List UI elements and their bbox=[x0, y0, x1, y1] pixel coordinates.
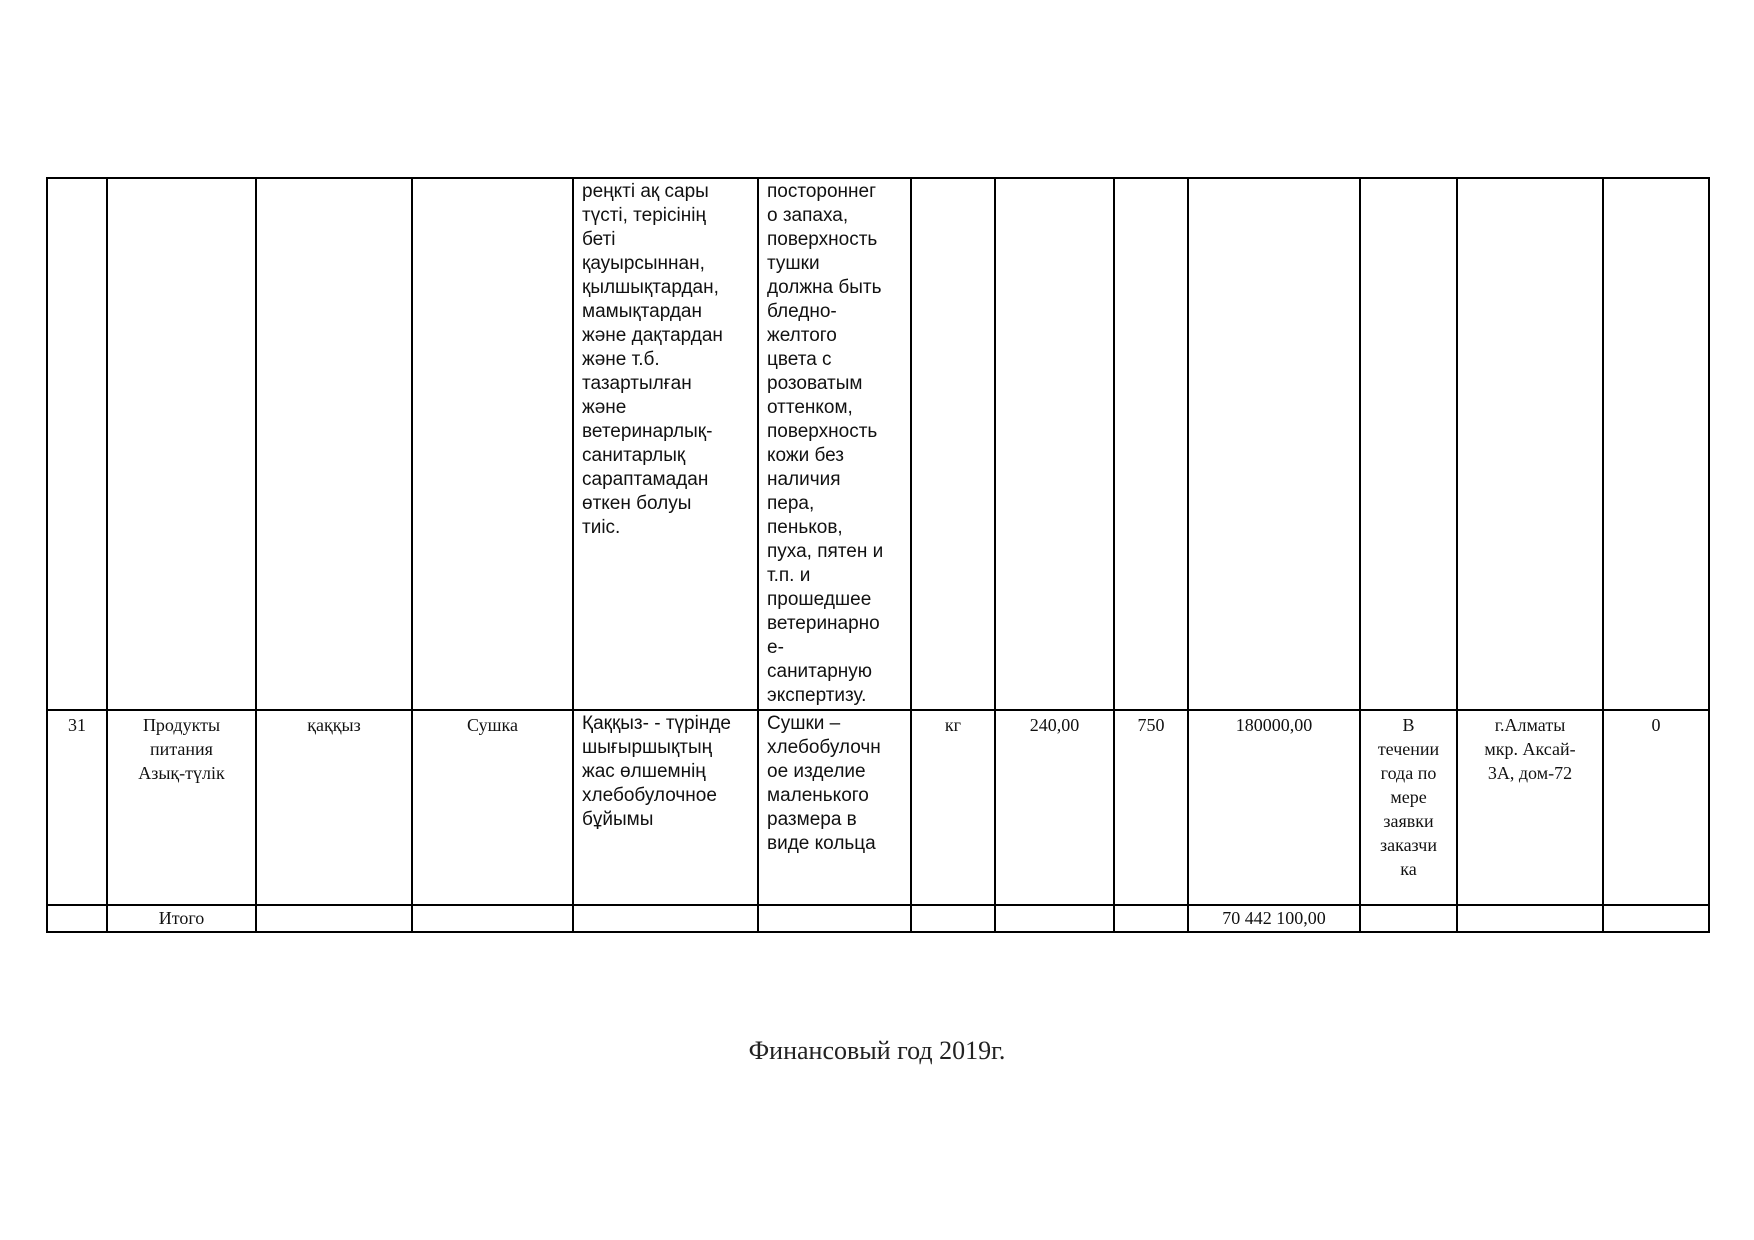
cell-term bbox=[1360, 178, 1457, 710]
cell-price: 240,00 bbox=[995, 710, 1114, 905]
cell-empty bbox=[573, 905, 758, 932]
cell-price bbox=[995, 178, 1114, 710]
cell-quantity: 750 bbox=[1114, 710, 1188, 905]
cell-empty bbox=[995, 905, 1114, 932]
cell-unit: кг bbox=[911, 710, 995, 905]
cell-num bbox=[47, 905, 107, 932]
cell-name-ru bbox=[412, 178, 573, 710]
cell-empty bbox=[412, 905, 573, 932]
cell-empty bbox=[1457, 905, 1603, 932]
cell-name-kz: қаққыз bbox=[256, 710, 412, 905]
cell-desc-kz: Қаққыз- - түрінде шығыршықтың жас өлшемнің хлебобулочное бұйымы bbox=[573, 710, 758, 905]
cell-empty bbox=[1114, 905, 1188, 932]
cell-empty bbox=[911, 905, 995, 932]
cell-category bbox=[107, 178, 256, 710]
cell-name-kz bbox=[256, 178, 412, 710]
cell-num bbox=[47, 178, 107, 710]
total-sum: 70 442 100,00 bbox=[1188, 905, 1360, 932]
cell-sum: 180000,00 bbox=[1188, 710, 1360, 905]
cell-advance bbox=[1603, 178, 1709, 710]
cell-unit bbox=[911, 178, 995, 710]
cell-desc-ru: Сушки – хлебобулочн ое изделие маленького размера в виде кольца bbox=[758, 710, 911, 905]
table-row-31 bbox=[47, 710, 1709, 905]
cell-sum bbox=[1188, 178, 1360, 710]
cell-empty bbox=[1603, 905, 1709, 932]
cell-place bbox=[1457, 178, 1603, 710]
cell-name-ru: Сушка bbox=[412, 710, 573, 905]
cell-place: г.Алматы мкр. Аксай- 3А, дом-72 bbox=[1457, 710, 1603, 905]
procurement-table bbox=[46, 177, 1710, 933]
cell-empty bbox=[1360, 905, 1457, 932]
cell-category: Продукты питания Азық-түлік bbox=[107, 710, 256, 905]
table-row-total bbox=[47, 905, 1709, 932]
cell-desc-ru: постороннег о запаха, поверхность тушки должна быть бледно- желтого цвета с розоватым оттенком, поверхность кожи без наличия пера, пеньков, пуха, пятен и т.п. и прошедшее ветеринарно е- санитарную экспертизу. bbox=[758, 178, 911, 710]
cell-empty bbox=[256, 905, 412, 932]
cell-quantity bbox=[1114, 178, 1188, 710]
cell-desc-kz: реңкті ақ сары түсті, терісінің беті қауырсыннан, қылшықтардан, мамықтардан және дақтардан және т.б. тазартылған және ветеринарлық- санитарлық сараптамадан өткен болуы тиіс. bbox=[573, 178, 758, 710]
cell-term: В течении года по мере заявки заказчи ка bbox=[1360, 710, 1457, 905]
total-label: Итого bbox=[107, 905, 256, 932]
fiscal-year-caption: Финансовый год 2019г. bbox=[748, 1036, 1006, 1065]
cell-advance: 0 bbox=[1603, 710, 1709, 905]
cell-num: 31 bbox=[47, 710, 107, 905]
table-row-continued bbox=[47, 178, 1709, 710]
cell-empty bbox=[758, 905, 911, 932]
